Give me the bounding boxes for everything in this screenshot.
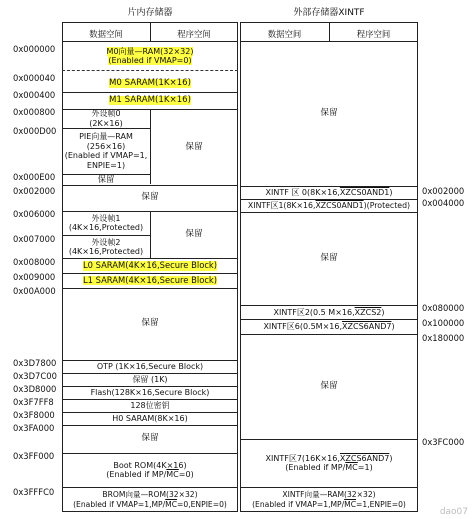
peripheral-frame-2-label: 外设帧2 (91, 237, 121, 247)
reserved-1k-label: 保留 (1K) (132, 375, 168, 385)
xintf-vector-label: XINTF向量—RAM(32×32) (282, 490, 376, 499)
boot-rom-block (62, 454, 238, 486)
addr-0x3FF000: 0x3FF000 (13, 451, 55, 461)
ext-reserved-block-2 (240, 213, 418, 305)
addr-0x3FFFC0: 0x3FFFC0 (13, 487, 55, 497)
addr-0x000800: 0x000800 (13, 107, 56, 117)
addr-0x3F8000: 0x3F8000 (13, 410, 55, 420)
xintf-zone6-block (240, 320, 418, 334)
reserved-label: 保留 (97, 174, 115, 185)
internal-header-split (150, 22, 151, 42)
l0-saram-block (62, 259, 238, 273)
pie-vector-note-2: ENPIE=1) (86, 160, 126, 170)
l0-saram-label: L0 SARAM(4K×16,Secure Block) (82, 260, 218, 271)
xintf-zone0-block (240, 187, 418, 199)
reserved-block-3 (62, 289, 238, 359)
m0-vector-note: (Enabled if VMAP=0) (108, 56, 192, 65)
internal-memory-title: 片内存储器 (127, 8, 173, 18)
xintf-zone0-label: XINTF 区 0(8K×16,XZCS0AND1) (265, 188, 393, 198)
ext-addr-0x002000: 0x002000 (422, 186, 465, 196)
ext-addr-0x180000: 0x180000 (422, 333, 465, 343)
addr-0x008000: 0x008000 (13, 257, 56, 267)
l1-saram-block (62, 274, 238, 287)
m0-vector-label: M0向量—RAM(32×32) (106, 46, 194, 56)
reserved-block-2 (62, 186, 238, 210)
password-block (62, 400, 238, 412)
peripheral-frame-2-block (62, 236, 150, 258)
flash-label: Flash(128K×16,Secure Block) (90, 388, 210, 398)
xintf-zone2-label: XINTF区2(0.5 M×16,XZCS2) (273, 307, 385, 317)
external-header-split (329, 22, 330, 42)
addr-0x006000: 0x006000 (13, 209, 56, 219)
pie-vector-size: (256×16) (86, 141, 126, 151)
xintf-vector-note: (Enabled if $VMAP=1,MP/\overline{MC}=1,ENPIE=0$) (252, 499, 406, 509)
divider (62, 70, 238, 71)
reserved-label: 保留 (141, 318, 159, 329)
reserved-label: 保留 (320, 253, 338, 264)
peripheral-frame-0-label: 外设帧0 (91, 109, 121, 118)
h0-saram-block (62, 413, 238, 425)
m0-saram-block (62, 76, 238, 91)
ext-addr-0x3FC000: 0x3FC000 (422, 437, 465, 447)
reserved-label: 保留 (320, 381, 338, 392)
addr-0x000400: 0x000400 (13, 90, 56, 100)
xintf-zone2-block (240, 306, 418, 319)
addr-0x3D7800: 0x3D7800 (13, 358, 57, 368)
peripheral-frame-0-block (62, 110, 150, 127)
addr-0x3D7C00: 0x3D7C00 (13, 371, 57, 381)
reserved-label: 保留 (141, 433, 159, 444)
brom-vector-label: BROM向量—ROM(32×32) (102, 490, 198, 499)
reserved-label: 保留 (141, 192, 159, 203)
external-memory-title: 外部存储器XINTF (293, 8, 365, 18)
addr-0x3F7FF8: 0x3F7FF8 (13, 397, 54, 407)
xintf-vector-block (240, 488, 418, 511)
addr-0x000000: 0x000000 (13, 44, 56, 54)
external-program-space-header: 程序空间 (356, 29, 391, 39)
reserved-label: 保留 (185, 229, 203, 240)
ext-reserved-block-1 (240, 42, 418, 186)
ext-addr-0x080000: 0x080000 (422, 303, 465, 313)
peripheral-frame-0-size: (2K×16) (89, 118, 123, 128)
pie-vector-note-1: (Enabled if VMAP=1, (64, 151, 148, 160)
ext-addr-0x100000: 0x100000 (422, 318, 465, 328)
xintf-zone1-block (240, 200, 418, 212)
h0-saram-label: H0 SARAM(8K×16) (112, 414, 188, 424)
ext-addr-0x004000: 0x004000 (422, 198, 465, 208)
addr-0x007000: 0x007000 (13, 234, 56, 244)
addr-0x009000: 0x009000 (13, 272, 56, 282)
flash-block (62, 387, 238, 399)
internal-data-space-header: 数据空间 (89, 29, 123, 39)
addr-0x000D00: 0x000D00 (13, 126, 57, 136)
pie-vector-label: PIE向量—RAM (79, 132, 133, 141)
peripheral-frame-1-label: 外设帧1 (91, 213, 121, 223)
reserved-1k-block (62, 374, 238, 386)
otp-label: OTP (1K×16,Secure Block) (96, 362, 204, 372)
xintf-zone6-label: XINTF区6(0.5M×16,XZCS6AND7) (263, 322, 395, 332)
m1-saram-label: M1 SARAM(1K×16) (109, 94, 191, 105)
l1-saram-label: L1 SARAM(4K×16,Secure Block) (82, 274, 218, 285)
pie-vector-ram-block (62, 129, 150, 173)
watermark: dao07 (439, 507, 468, 517)
addr-0x3D8000: 0x3D8000 (13, 384, 57, 394)
m0-vector-ram-block (62, 42, 238, 70)
xintf-zone7-block (240, 440, 418, 486)
brom-vector-block (62, 488, 238, 511)
xintf-zone7-label: XINTF区7(16K×16,XZCS6AND7) (265, 453, 393, 463)
otp-block (62, 361, 238, 373)
m0-saram-label: M0 SARAM(1K×16) (109, 77, 191, 88)
external-data-space-header: 数据空间 (267, 29, 302, 39)
brom-vector-note: (Enabled if $VMAP=1,MP/\overline{MC}=0,ENPIE=0$) (73, 499, 227, 509)
reserved-label: 保留 (185, 141, 203, 152)
addr-0x002000: 0x002000 (13, 186, 56, 196)
password-label: 128位密钥 (130, 401, 170, 411)
peripheral-frame-2-note: (4K×16,Protected) (68, 247, 144, 256)
xintf-zone1-label: XINTF区1(8K×16,XZCS0AND1)(Protected) (247, 201, 411, 211)
boot-rom-note: (Enabled if $MP/\overline{MC}=0$) (106, 470, 194, 479)
addr-0x000040: 0x000040 (13, 73, 56, 83)
reserved-program-block-1 (150, 110, 238, 185)
addr-0x00A000: 0x00A000 (13, 286, 56, 296)
peripheral-frame-1-block (62, 212, 150, 234)
reserved-block-4 (62, 426, 238, 452)
reserved-label: 保留 (320, 108, 338, 119)
internal-program-space-header: 程序空间 (177, 29, 211, 39)
addr-0x3FA000: 0x3FA000 (13, 423, 55, 433)
m1-saram-block (62, 93, 238, 108)
peripheral-frame-1-note: (4K×16,Protected) (68, 223, 144, 232)
xintf-zone7-note: (Enabled if $MP/\overline{MC}=1$) (285, 463, 373, 472)
boot-rom-label: Boot ROM(4K×16) (113, 460, 187, 470)
reserved-data-block-1 (62, 175, 150, 185)
ext-reserved-block-3 (240, 335, 418, 439)
reserved-program-block-2 (150, 212, 238, 258)
addr-0x000E00: 0x000E00 (13, 172, 56, 182)
